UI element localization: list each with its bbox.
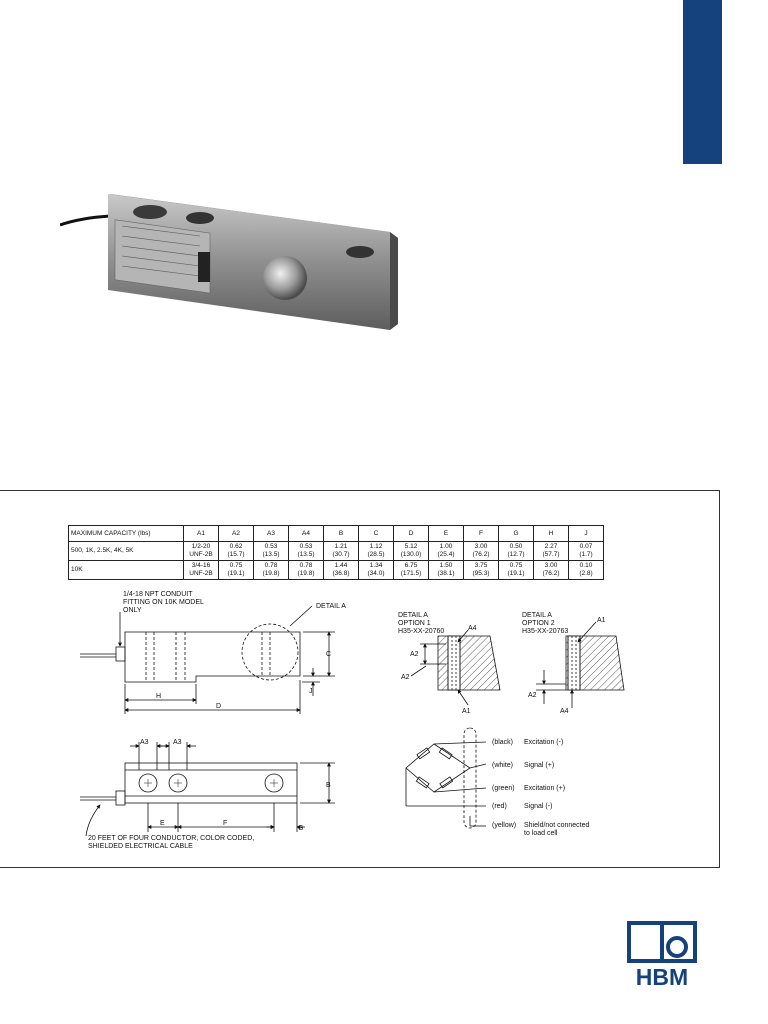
table-cell: 1.44 (36.8) — [324, 561, 359, 580]
wire-signal-3: Excitation (+) — [524, 785, 566, 792]
col-d: D — [394, 526, 429, 542]
table-cell: 0.10 (2.8) — [569, 561, 604, 580]
col-a2: A2 — [219, 526, 254, 542]
conduit-note-line1: 1/4-18 NPT CONDUIT — [123, 591, 193, 598]
wire-signal-1: Excitation (-) — [524, 739, 564, 746]
col-a4: A4 — [289, 526, 324, 542]
table-cell: 1.12 (28.5) — [359, 542, 394, 561]
col-a3: A3 — [254, 526, 289, 542]
col-f: F — [464, 526, 499, 542]
opt1-title-line1: DETAIL A — [398, 612, 428, 619]
top-view — [80, 742, 335, 836]
table-cell: 1.00 (25.4) — [429, 542, 464, 561]
col-g: G — [499, 526, 534, 542]
col-c: C — [359, 526, 394, 542]
opt1-a2-leader: A2 — [401, 674, 410, 681]
opt1-a1: A1 — [462, 708, 471, 715]
table-cell: 3.00 (76.2) — [534, 561, 569, 580]
table-cell: 3.00 (76.2) — [464, 542, 499, 561]
opt1-a2: A2 — [410, 651, 419, 658]
hbm-logo-text: HBM — [635, 964, 689, 987]
cable-note-line2: SHIELDED ELECTRICAL CABLE — [88, 843, 193, 850]
dim-f: F — [223, 820, 228, 827]
table-cell: 0.07 (1.7) — [569, 542, 604, 561]
opt2-a4: A4 — [560, 708, 569, 715]
opt2-title-line3: H35-XX-20763 — [522, 628, 569, 635]
table-cell: 1.21 (30.7) — [324, 542, 359, 561]
table-cell: 0.62 (15.7) — [219, 542, 254, 561]
opt2-a2: A2 — [528, 692, 537, 699]
wire-signal-4: Signal (-) — [524, 803, 553, 810]
wire-color-4: (red) — [492, 803, 507, 810]
wire-signal-5b: to load cell — [524, 830, 558, 837]
dim-h: H — [156, 693, 162, 700]
cable-note-line1: 20 FEET OF FOUR CONDUCTOR, COLOR CODED, — [88, 835, 255, 842]
table-cell: 3.75 (95.3) — [464, 561, 499, 580]
opt1-title-line2: OPTION 1 — [398, 620, 431, 627]
conduit-note-line3: ONLY — [123, 607, 142, 614]
detail-a-label: DETAIL A — [316, 603, 346, 610]
dim-d: D — [216, 703, 222, 710]
conduit-note-line2: FITTING ON 10K MODEL — [123, 599, 204, 606]
wire-color-3: (green) — [492, 785, 515, 792]
dim-c: C — [326, 651, 332, 658]
col-a1: A1 — [184, 526, 219, 542]
dim-a3-right: A3 — [173, 739, 182, 746]
col-e: E — [429, 526, 464, 542]
dim-g: G — [298, 825, 304, 832]
dim-a3-left: A3 — [140, 739, 149, 746]
table-cell: 0.75 (19.1) — [499, 561, 534, 580]
wire-color-5: (yellow) — [492, 822, 517, 829]
dim-e: E — [160, 820, 165, 827]
wire-signal-2: Signal (+) — [524, 762, 555, 769]
table-cell: 0.50 (12.7) — [499, 542, 534, 561]
table-cell: 500, 1K, 2.5K, 4K, 5K — [69, 542, 184, 561]
wire-signal-5: Shield/not connected — [524, 822, 590, 829]
dim-b: B — [326, 782, 331, 789]
opt1-title-line3: H35-XX-20760 — [398, 628, 445, 635]
table-cell: 0.53 (13.5) — [289, 542, 324, 561]
table-cell: 1.34 (34.0) — [359, 561, 394, 580]
table-cell: 5.12 (130.0) — [394, 542, 429, 561]
side-view — [80, 606, 335, 714]
opt2-title-line2: OPTION 2 — [522, 620, 555, 627]
table-cell: 1.50 (38.1) — [429, 561, 464, 580]
col-b: B — [324, 526, 359, 542]
table-cell: 0.75 (19.1) — [219, 561, 254, 580]
wire-color-2: (white) — [492, 762, 514, 769]
table-cell: 2.27 (57.7) — [534, 542, 569, 561]
table-cell: 0.53 (13.5) — [254, 542, 289, 561]
detail-option-1 — [411, 630, 500, 705]
table-cell: 0.78 (19.8) — [254, 561, 289, 580]
opt2-a1: A1 — [597, 617, 606, 624]
table-cell: 0.78 (19.8) — [289, 561, 324, 580]
col-j: J — [569, 526, 604, 542]
col-h: H — [534, 526, 569, 542]
table-cell: 1/2-20 UNF-2B — [184, 542, 219, 561]
opt2-title-line1: DETAIL A — [522, 612, 552, 619]
hbm-logo — [627, 921, 697, 987]
table-cell: 10K — [69, 561, 184, 580]
table-cell: 6.75 (171.5) — [394, 561, 429, 580]
wiring-diagram — [406, 728, 486, 828]
table-cell: 3/4-16 UNF-2B — [184, 561, 219, 580]
opt1-a4: A4 — [468, 625, 477, 632]
col-capacity: MAXIMUM CAPACITY (lbs) — [69, 526, 184, 542]
dim-j: J — [309, 688, 313, 695]
wire-color-1: (black) — [492, 739, 514, 746]
